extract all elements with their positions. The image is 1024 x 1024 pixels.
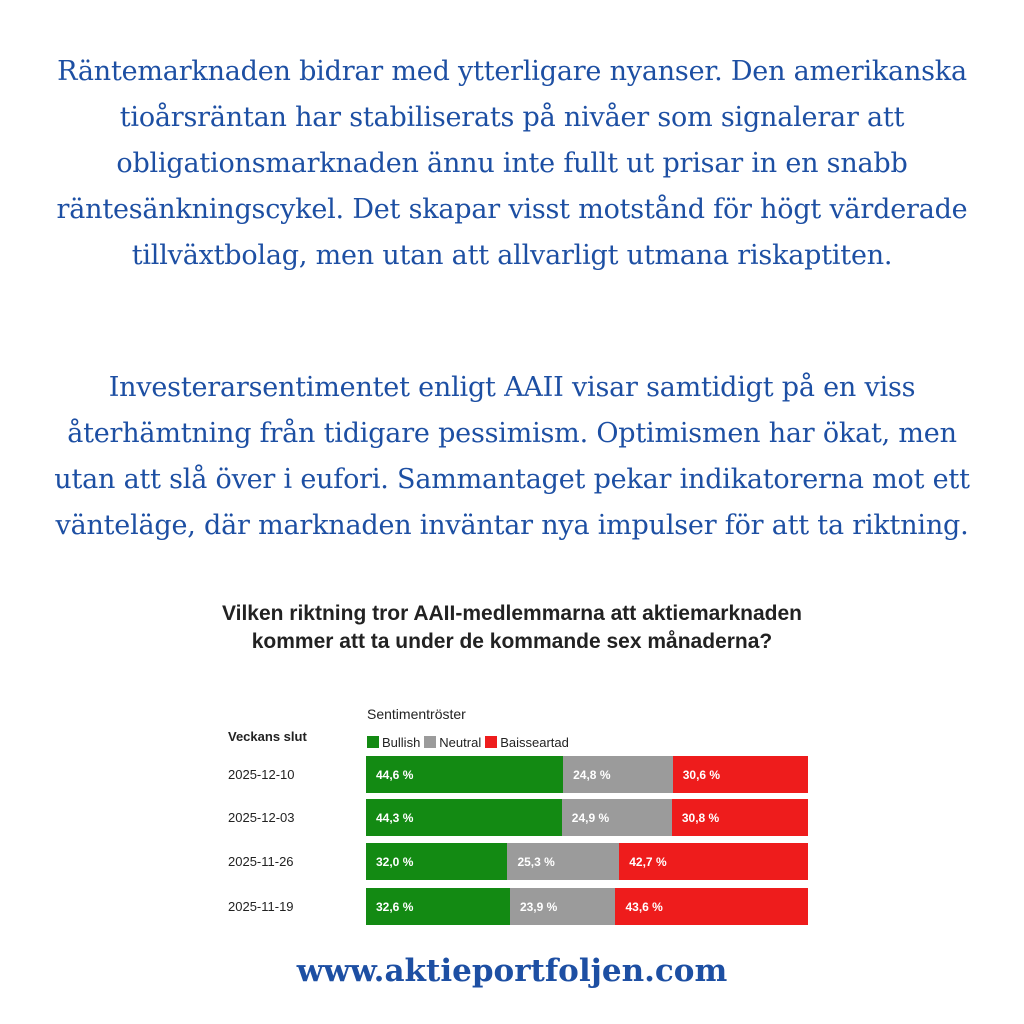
legend-item-neutral: [424, 735, 481, 750]
stacked-bar: [366, 799, 808, 836]
bar-segment-bullish: 32,6 %: [366, 888, 510, 925]
row-label: 2025-11-26: [228, 854, 294, 869]
legend-label-neutral: Neutral: [439, 734, 482, 750]
legend-swatch-bullish: [367, 736, 379, 748]
legend-swatch-neutral: [424, 736, 436, 748]
legend-item-bullish: [367, 735, 420, 750]
intro-paragraph-rates: Räntemarknaden bidrar med ytterligare nyanser. Den amerikanska tioårsräntan har stabiliserats på nivåer som signalerar att obligationsmarknaden ännu inte fullt ut prisar in en snabb räntesänkningscykel. Det skapar visst motstånd för högt värderade tillväxtbolag, men utan att allvarligt utmana riskaptiten.: [56, 56, 968, 271]
chart-title: Vilken riktning tror AAII-medlemmarna att aktiemarknaden kommer att ta under de kommande sex månaderna?: [221, 602, 802, 653]
legend-label-bullish: Bullish: [382, 734, 421, 750]
bar-segment-bullish: 32,0 %: [366, 843, 507, 880]
stacked-bar: [366, 888, 808, 925]
row-header: Veckans slut: [228, 729, 307, 744]
bar-segment-bullish: 44,6 %: [366, 756, 563, 793]
row-label: 2025-12-03: [228, 810, 295, 825]
legend-item-bearish: [485, 735, 569, 750]
bar-segment-neutral: 25,3 %: [507, 843, 619, 880]
legend-swatch-bearish: [485, 736, 497, 748]
row-label: 2025-11-19: [228, 899, 294, 914]
bar-segment-neutral: 24,9 %: [562, 799, 672, 836]
row-label: 2025-12-10: [228, 767, 295, 782]
footer-website[interactable]: www.aktieportfoljen.com: [296, 953, 728, 989]
bar-segment-bearish: 43,6 %: [615, 888, 808, 925]
stacked-bar: [366, 843, 808, 880]
chart-legend: [367, 734, 573, 750]
bar-segment-bullish: 44,3 %: [366, 799, 562, 836]
bar-segment-neutral: 24,8 %: [563, 756, 673, 793]
legend-title: Sentimentröster: [367, 706, 466, 722]
bar-segment-bearish: 30,8 %: [672, 799, 808, 836]
intro-paragraph-sentiment: Investerarsentimentet enligt AAII visar samtidigt på en viss återhämtning från tidigare pessimism. Optimismen har ökat, men utan att slå över i eufori. Sammantaget pekar indikatorerna mot ett vänteläge, där marknaden inväntar nya impulser för att ta riktning.: [54, 372, 970, 541]
bar-segment-neutral: 23,9 %: [510, 888, 616, 925]
stacked-bar: [366, 756, 808, 793]
bar-segment-bearish: 42,7 %: [619, 843, 808, 880]
bar-segment-bearish: 30,6 %: [673, 756, 808, 793]
legend-label-bearish: Baisseartad: [500, 734, 569, 750]
